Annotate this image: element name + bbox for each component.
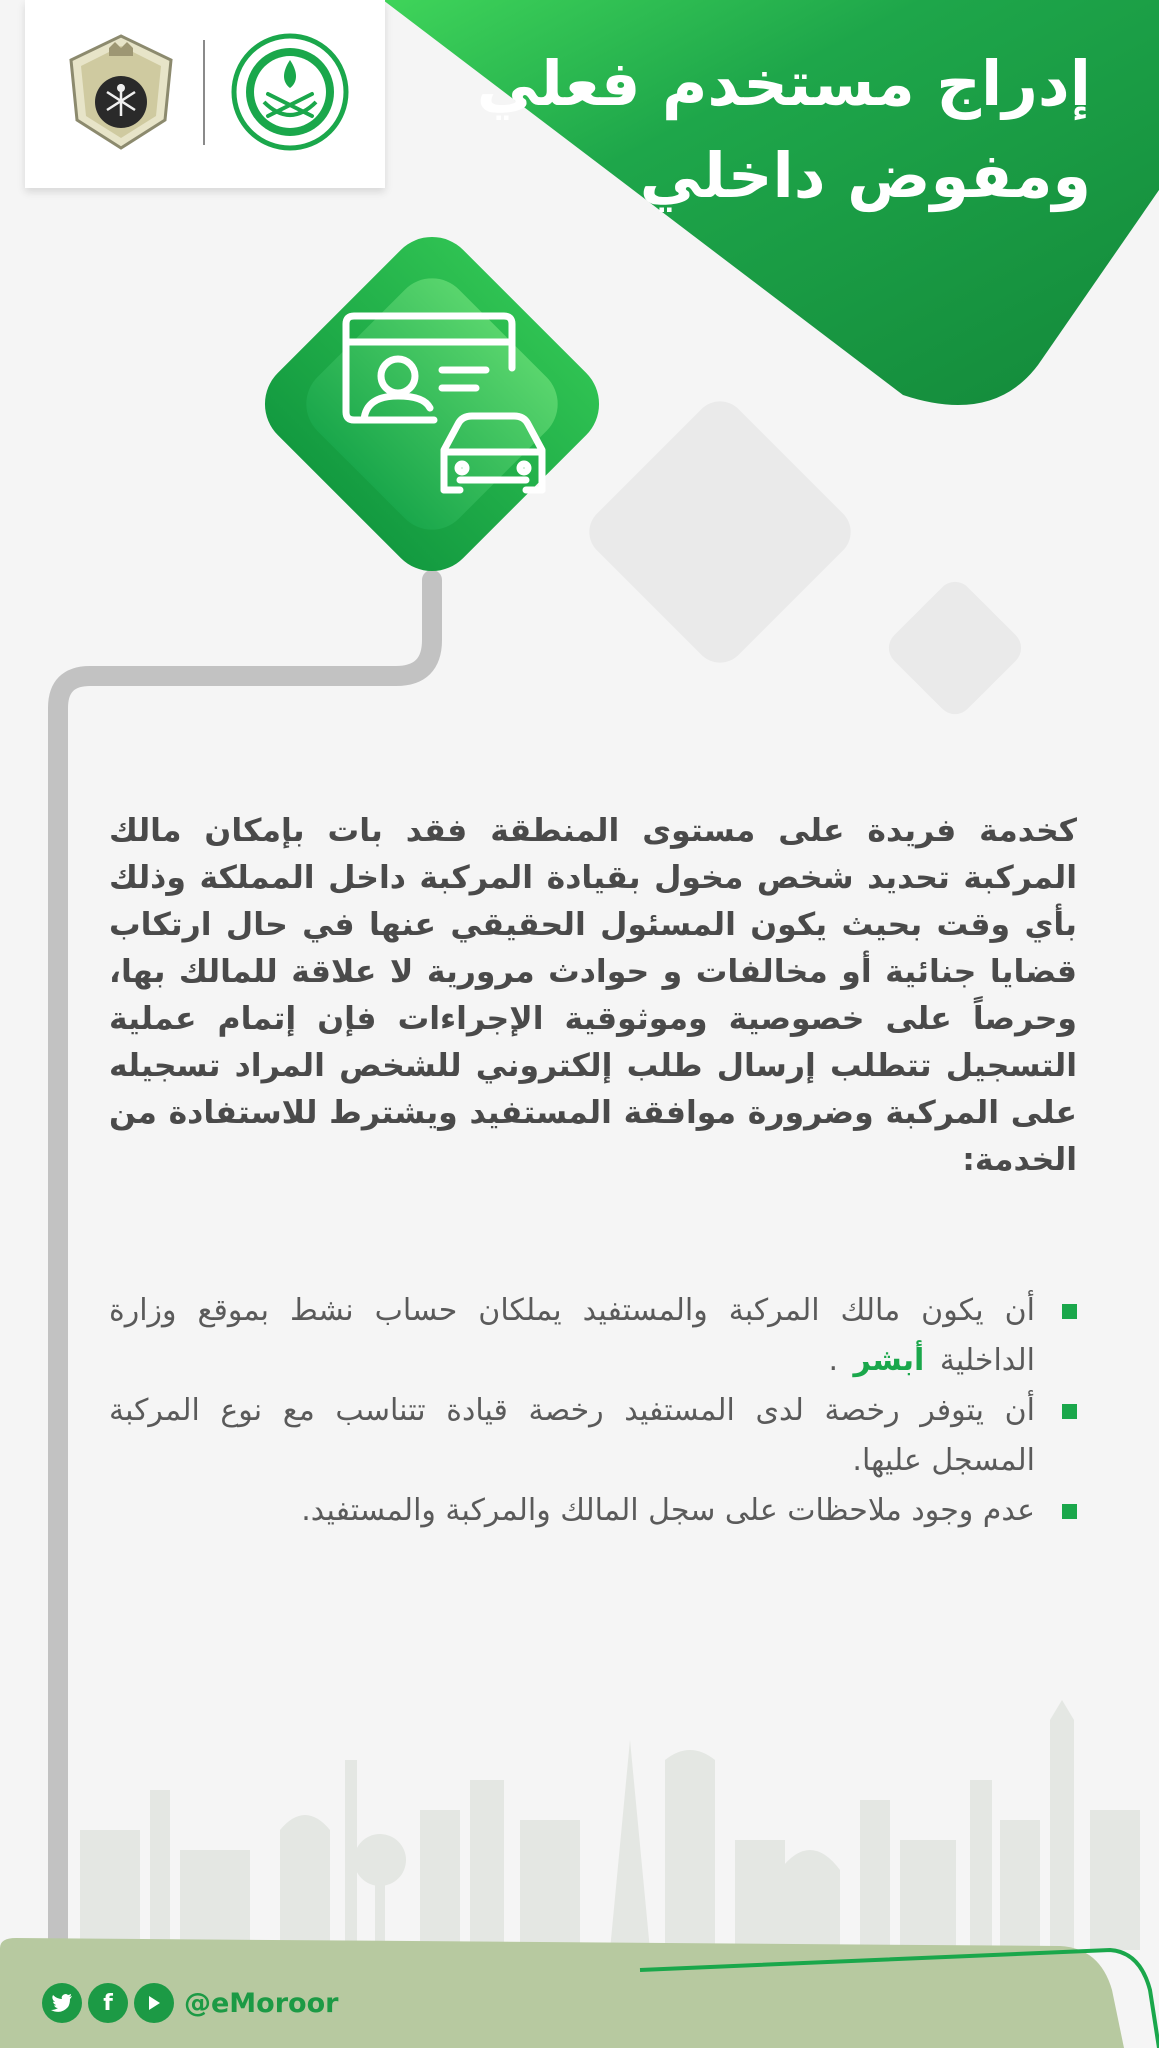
facebook-icon[interactable]: f: [88, 1983, 128, 2023]
service-icon-diamond: [246, 218, 618, 590]
bg-diamond-large: [579, 391, 862, 674]
service-description: كخدمة فريدة على مستوى المنطقة فقد بات بإمكان مالك المركبة تحديد شخص مخول بقيادة المركبة داخل المملكة وذلك بأي وقت بحيث يكون المسئول الحقيقي عنها في حال ارتكاب قضايا جنائية أو مخالفات و حوادث مرورية لا علاقة للمالك بها، وحرصاً على خصوصية وموثوقية الإجراءات فإن إتمام عملية التسجيل تتطلب إرسال طلب إلكتروني للشخص المراد تسجيله على المركبة وضرورة موافقة المستفيد ويشترط للاستفادة من الخدمة:: [109, 813, 1077, 1178]
title-line-1: إدراج مستخدم فعلي: [476, 47, 1091, 120]
city-skyline-illustration: [0, 1700, 1159, 1950]
requirement-item: [109, 1286, 1077, 1386]
youtube-icon[interactable]: [134, 1983, 174, 2023]
bg-diamond-small: [881, 574, 1028, 721]
bullet-icon: [1062, 1404, 1077, 1419]
absher-logo: أبشر: [853, 1343, 925, 1378]
social-links: [42, 1982, 338, 2024]
bullet-icon: [1062, 1304, 1077, 1319]
requirement-text: أن يكون مالك المركبة والمستفيد يملكان حساب نشط بموقع وزارة الداخلية: [109, 1293, 1035, 1378]
page-title: [451, 38, 1091, 222]
social-handle[interactable]: @eMoroor: [184, 1987, 339, 2019]
requirement-item: [109, 1386, 1077, 1486]
logo-card: [25, 0, 385, 188]
requirement-item: [109, 1486, 1077, 1536]
ministry-of-interior-logo: [230, 32, 350, 156]
twitter-icon[interactable]: [42, 1983, 82, 2023]
bullet-icon: [1062, 1504, 1077, 1519]
requirement-suffix: .: [828, 1343, 838, 1378]
traffic-department-logo: [61, 32, 181, 156]
logo-divider: [203, 40, 205, 145]
requirement-text: أن يتوفر رخصة لدى المستفيد رخصة قيادة تتناسب مع نوع المركبة المسجل عليها.: [109, 1393, 1035, 1478]
requirements-list: [109, 1286, 1077, 1536]
title-line-2: ومفوض داخلي: [639, 139, 1091, 212]
requirement-text: عدم وجود ملاحظات على سجل المالك والمركبة والمستفيد.: [301, 1493, 1035, 1528]
